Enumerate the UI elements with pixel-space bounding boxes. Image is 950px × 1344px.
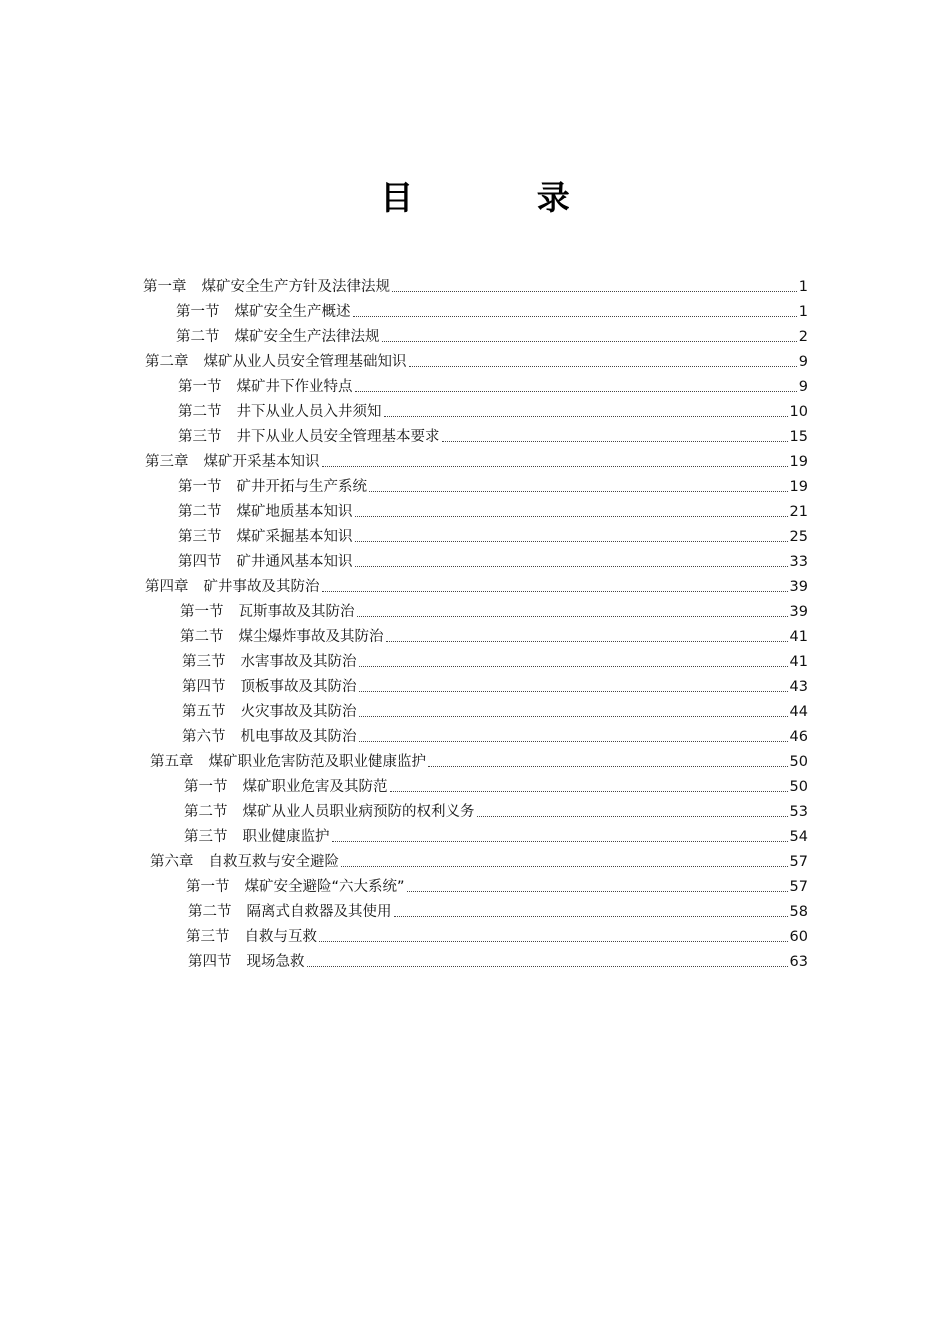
toc-entry-title: 煤矿采掘基本知识 bbox=[236, 529, 353, 545]
toc-entry[interactable] bbox=[150, 750, 808, 772]
toc-entry[interactable] bbox=[184, 825, 808, 847]
dot-leader bbox=[307, 966, 788, 967]
toc-entry-number: 第三节 bbox=[178, 529, 222, 545]
toc-entry-page: 1 bbox=[798, 304, 808, 320]
toc-entry-page: 9 bbox=[798, 379, 808, 395]
dot-leader bbox=[332, 841, 788, 842]
toc-entry-page: 10 bbox=[789, 404, 808, 420]
toc-entry-number: 第二节 bbox=[178, 504, 222, 520]
toc-entry-title: 自救与互救 bbox=[244, 929, 317, 945]
toc-entry-number: 第二节 bbox=[180, 629, 224, 645]
toc-entry-title: 自救互救与安全避险 bbox=[208, 854, 339, 870]
toc-entry-title: 煤矿职业危害防范及职业健康监护 bbox=[208, 754, 426, 770]
toc-entry[interactable] bbox=[182, 700, 808, 722]
toc-entry-title: 煤矿安全生产法律法规 bbox=[234, 329, 380, 345]
toc-entry-page: 44 bbox=[789, 704, 808, 720]
dot-leader bbox=[390, 791, 788, 792]
toc-entry-page: 63 bbox=[789, 954, 808, 970]
toc-entry-page: 39 bbox=[789, 579, 808, 595]
dot-leader bbox=[386, 641, 788, 642]
toc-entry-page: 53 bbox=[789, 804, 808, 820]
toc-entry-page: 15 bbox=[789, 429, 808, 445]
toc-entry-page: 46 bbox=[789, 729, 808, 745]
toc-entry-page: 25 bbox=[789, 529, 808, 545]
toc-entry-title: 煤尘爆炸事故及其防治 bbox=[238, 629, 384, 645]
toc-entry-number: 第三节 bbox=[178, 429, 222, 445]
toc-entry-page: 43 bbox=[789, 679, 808, 695]
toc-entry[interactable] bbox=[178, 400, 808, 422]
toc-entry[interactable] bbox=[186, 925, 808, 947]
toc-entry-number: 第三节 bbox=[186, 929, 230, 945]
toc-entry-number: 第二节 bbox=[178, 404, 222, 420]
dot-leader bbox=[341, 866, 788, 867]
toc-entry[interactable] bbox=[178, 425, 808, 447]
toc-entry-page: 41 bbox=[789, 654, 808, 670]
toc-entry[interactable] bbox=[145, 350, 808, 372]
toc-entry-number: 第四节 bbox=[182, 679, 226, 695]
toc-entry-title: 煤矿从业人员职业病预防的权利义务 bbox=[242, 804, 475, 820]
toc-entry-number: 第一节 bbox=[176, 304, 220, 320]
dot-leader bbox=[357, 616, 788, 617]
toc-entry-page: 58 bbox=[789, 904, 808, 920]
toc-entry-title: 现场急救 bbox=[246, 954, 305, 970]
toc-entry-page: 57 bbox=[789, 879, 808, 895]
toc-entry-page: 39 bbox=[789, 604, 808, 620]
toc-entry-number: 第五章 bbox=[150, 754, 194, 770]
toc-entry-title: 煤矿安全生产方针及法律法规 bbox=[201, 279, 390, 295]
toc-entry-number: 第二节 bbox=[176, 329, 220, 345]
toc-entry-number: 第一节 bbox=[186, 879, 230, 895]
toc-entry[interactable] bbox=[186, 875, 808, 897]
toc-entry-number: 第二章 bbox=[145, 354, 189, 370]
toc-entry-page: 57 bbox=[789, 854, 808, 870]
toc-entry-title: 矿井开拓与生产系统 bbox=[236, 479, 367, 495]
toc-entry-title: 煤矿安全避险“六大系统” bbox=[244, 879, 405, 895]
toc-entry-number: 第四节 bbox=[188, 954, 232, 970]
toc-entry[interactable] bbox=[143, 275, 808, 297]
toc-entry-page: 9 bbox=[798, 354, 808, 370]
toc-entry-page: 19 bbox=[789, 479, 808, 495]
toc-entry[interactable] bbox=[182, 725, 808, 747]
dot-leader bbox=[353, 316, 797, 317]
toc-entry-number: 第二节 bbox=[184, 804, 228, 820]
toc-entry-title: 井下从业人员安全管理基本要求 bbox=[236, 429, 440, 445]
toc-entry-page: 50 bbox=[789, 754, 808, 770]
toc-entry-number: 第四节 bbox=[178, 554, 222, 570]
dot-leader bbox=[442, 441, 788, 442]
dot-leader bbox=[359, 716, 788, 717]
toc-title: 目 录 bbox=[380, 178, 626, 217]
toc-entry[interactable] bbox=[178, 375, 808, 397]
toc-entry-number: 第一节 bbox=[178, 479, 222, 495]
dot-leader bbox=[359, 741, 788, 742]
dot-leader bbox=[409, 366, 797, 367]
toc-entry-number: 第六章 bbox=[150, 854, 194, 870]
toc-entry[interactable] bbox=[188, 950, 808, 972]
dot-leader bbox=[359, 691, 788, 692]
toc-entry-title: 井下从业人员入井须知 bbox=[236, 404, 382, 420]
toc-entry-title: 矿井事故及其防治 bbox=[203, 579, 320, 595]
toc-entry-page: 21 bbox=[789, 504, 808, 520]
toc-entry-page: 54 bbox=[789, 829, 808, 845]
toc-entry[interactable] bbox=[188, 900, 808, 922]
toc-entry[interactable] bbox=[184, 775, 808, 797]
dot-leader bbox=[322, 591, 788, 592]
toc-entry-number: 第一节 bbox=[180, 604, 224, 620]
toc-entry-page: 41 bbox=[789, 629, 808, 645]
toc-entry[interactable] bbox=[178, 475, 808, 497]
toc-entry-number: 第四章 bbox=[145, 579, 189, 595]
toc-entry[interactable] bbox=[145, 575, 808, 597]
toc-entry[interactable] bbox=[180, 600, 808, 622]
toc-entry-title: 矿井通风基本知识 bbox=[236, 554, 353, 570]
dot-leader bbox=[394, 916, 788, 917]
dot-leader bbox=[392, 291, 797, 292]
toc-entry-number: 第五节 bbox=[182, 704, 226, 720]
toc-entry-page: 33 bbox=[789, 554, 808, 570]
toc-entry-title: 职业健康监护 bbox=[242, 829, 330, 845]
toc-entry-title: 火灾事故及其防治 bbox=[240, 704, 357, 720]
toc-entry-page: 1 bbox=[798, 279, 808, 295]
toc-entry-number: 第一章 bbox=[143, 279, 187, 295]
toc-entry-number: 第三节 bbox=[182, 654, 226, 670]
dot-leader bbox=[355, 391, 797, 392]
dot-leader bbox=[477, 816, 788, 817]
dot-leader bbox=[382, 341, 797, 342]
toc-entry-number: 第三节 bbox=[184, 829, 228, 845]
toc-entry-page: 60 bbox=[789, 929, 808, 945]
toc-entry-number: 第一节 bbox=[184, 779, 228, 795]
toc-entry-title: 水害事故及其防治 bbox=[240, 654, 357, 670]
toc-entry[interactable] bbox=[176, 300, 808, 322]
dot-leader bbox=[319, 941, 788, 942]
toc-entry-page: 19 bbox=[789, 454, 808, 470]
toc-entry-title: 煤矿从业人员安全管理基础知识 bbox=[203, 354, 407, 370]
dot-leader bbox=[407, 891, 788, 892]
dot-leader bbox=[384, 416, 788, 417]
dot-leader bbox=[428, 766, 788, 767]
toc-entry[interactable] bbox=[150, 850, 808, 872]
toc-entry-title: 煤矿职业危害及其防范 bbox=[242, 779, 388, 795]
toc-entry[interactable] bbox=[176, 325, 808, 347]
toc-entry-number: 第二节 bbox=[188, 904, 232, 920]
toc-entry-number: 第三章 bbox=[145, 454, 189, 470]
dot-leader bbox=[359, 666, 788, 667]
dot-leader bbox=[322, 466, 788, 467]
dot-leader bbox=[355, 566, 788, 567]
toc-entry[interactable] bbox=[180, 625, 808, 647]
toc-entry-title: 煤矿开采基本知识 bbox=[203, 454, 320, 470]
dot-leader bbox=[355, 541, 788, 542]
toc-entry[interactable] bbox=[184, 800, 808, 822]
toc-entry-number: 第一节 bbox=[178, 379, 222, 395]
toc-entry[interactable] bbox=[178, 500, 808, 522]
toc-entry[interactable] bbox=[178, 525, 808, 547]
toc-entry-page: 2 bbox=[798, 329, 808, 345]
toc-entry-title: 煤矿安全生产概述 bbox=[234, 304, 351, 320]
toc-entry[interactable] bbox=[182, 650, 808, 672]
toc-entry[interactable] bbox=[178, 550, 808, 572]
toc-entry-title: 顶板事故及其防治 bbox=[240, 679, 357, 695]
toc-entry-title: 煤矿地质基本知识 bbox=[236, 504, 353, 520]
toc-entry-page: 50 bbox=[789, 779, 808, 795]
toc-entry-title: 煤矿井下作业特点 bbox=[236, 379, 353, 395]
toc-entry-title: 机电事故及其防治 bbox=[240, 729, 357, 745]
toc-entry-title: 隔离式自救器及其使用 bbox=[246, 904, 392, 920]
toc-entry[interactable] bbox=[145, 450, 808, 472]
toc-entry-number: 第六节 bbox=[182, 729, 226, 745]
dot-leader bbox=[369, 491, 788, 492]
dot-leader bbox=[355, 516, 788, 517]
toc-entry[interactable] bbox=[182, 675, 808, 697]
toc-entry-title: 瓦斯事故及其防治 bbox=[238, 604, 355, 620]
